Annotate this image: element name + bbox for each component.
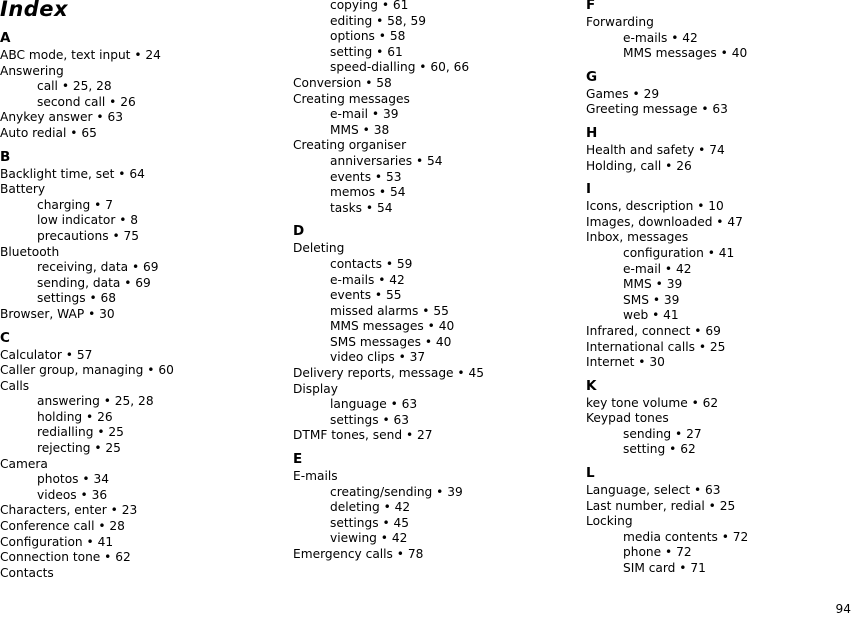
index-entry: E-mails xyxy=(293,469,338,484)
index-entry: Last number, redial • 25 xyxy=(586,498,736,513)
section-letter: C xyxy=(0,329,10,346)
index-subentry: SIM card • 71 xyxy=(623,561,706,576)
index-subentry: setting • 61 xyxy=(330,44,403,59)
index-subentry: web • 41 xyxy=(623,308,679,323)
index-entry: Infrared, connect • 69 xyxy=(586,323,721,338)
index-entry: Configuration • 41 xyxy=(0,534,114,549)
index-subentry: memos • 54 xyxy=(330,185,406,200)
index-entry: Calculator • 57 xyxy=(0,347,93,362)
index-subentry: sending • 27 xyxy=(623,426,702,441)
index-entry: Holding, call • 26 xyxy=(586,158,692,173)
index-entry: Language, select • 63 xyxy=(586,483,721,498)
section-letter: D xyxy=(293,223,305,240)
index-entry: Greeting message • 63 xyxy=(586,102,728,117)
index-entry: ABC mode, text input • 24 xyxy=(0,48,161,62)
index-subentry: anniversaries • 54 xyxy=(330,153,443,168)
index-entry: Delivery reports, message • 45 xyxy=(293,366,485,381)
index-subentry: contacts • 59 xyxy=(330,256,413,271)
index-subentry: copying • 61 xyxy=(330,0,409,12)
index-entry: Backlight time, set • 64 xyxy=(0,166,145,181)
index-entry: Health and safety • 74 xyxy=(586,142,725,157)
page-number: 94 xyxy=(835,602,851,616)
index-entry: Auto redial • 65 xyxy=(0,125,97,140)
index-subentry: video clips • 37 xyxy=(330,350,426,365)
index-subentry: options • 58 xyxy=(330,29,406,44)
index-subentry: rejecting • 25 xyxy=(37,441,121,456)
index-subentry: e-mails • 42 xyxy=(330,272,405,287)
index-entry: Inbox, messages xyxy=(586,230,689,245)
index-entry: Deleting xyxy=(293,241,345,256)
index-entry: Display xyxy=(293,381,338,396)
index-column-2 xyxy=(293,0,578,563)
index-subentry: sending, data • 69 xyxy=(37,275,151,290)
index-subentry: MMS messages • 40 xyxy=(330,319,455,334)
index-entry: Locking xyxy=(586,514,633,529)
index-subentry: language • 63 xyxy=(330,397,418,412)
section-letter: A xyxy=(0,30,11,46)
index-entry: Emergency calls • 78 xyxy=(293,547,424,561)
index-entry: International calls • 25 xyxy=(586,339,726,354)
index-entry: Icons, description • 10 xyxy=(586,199,724,214)
index-entry: Creating messages xyxy=(293,91,410,106)
section-letter: L xyxy=(586,465,595,482)
section-letter: G xyxy=(586,68,598,85)
index-subentry: viewing • 42 xyxy=(330,531,408,546)
index-entry: Calls xyxy=(0,378,30,393)
index-subentry: MMS • 38 xyxy=(330,122,390,137)
index-subentry: precautions • 75 xyxy=(37,228,140,243)
index-entry: Keypad tones xyxy=(586,411,669,426)
index-entry: key tone volume • 62 xyxy=(586,395,719,410)
index-entry: Games • 29 xyxy=(586,86,660,101)
index-subentry: events • 53 xyxy=(330,169,402,184)
index-entry: DTMF tones, send • 27 xyxy=(293,428,433,443)
index-entry: Internet • 30 xyxy=(586,355,665,370)
index-subentry: MMS messages • 40 xyxy=(623,46,748,61)
index-subentry: e-mail • 42 xyxy=(623,261,692,276)
section-letter: I xyxy=(586,181,592,198)
index-subentry: media contents • 72 xyxy=(623,529,749,544)
index-subentry: deleting • 42 xyxy=(330,500,411,515)
index-entry: Battery xyxy=(0,182,46,197)
index-entry: Answering xyxy=(0,63,64,78)
index-entry: Images, downloaded • 47 xyxy=(586,214,743,229)
index-subentry: missed alarms • 55 xyxy=(330,303,449,318)
index-subentry: SMS • 39 xyxy=(623,292,680,307)
index-entry: Forwarding xyxy=(586,15,654,29)
index-subentry: call • 25, 28 xyxy=(37,79,112,94)
index-subentry: SMS messages • 40 xyxy=(330,334,452,349)
index-column-3 xyxy=(586,0,851,577)
index-subentry: events • 55 xyxy=(330,288,402,303)
index-subentry: phone • 72 xyxy=(623,545,692,560)
index-entry: Conversion • 58 xyxy=(293,75,392,90)
index-entry: Connection tone • 62 xyxy=(0,550,131,565)
section-letter: B xyxy=(0,148,11,165)
index-subentry: settings • 63 xyxy=(330,412,410,427)
section-letter: H xyxy=(586,124,598,141)
index-entry: Conference call • 28 xyxy=(0,519,125,534)
index-entry: Characters, enter • 23 xyxy=(0,503,138,518)
index-subentry: second call • 26 xyxy=(37,94,136,109)
index-entry: Contacts xyxy=(0,565,54,580)
index-subentry: low indicator • 8 xyxy=(37,213,139,228)
index-subentry: charging • 7 xyxy=(37,197,113,212)
index-subentry: receiving, data • 69 xyxy=(37,260,159,275)
index-subentry: videos • 36 xyxy=(37,487,108,502)
index-subentry: photos • 34 xyxy=(37,472,109,487)
index-subentry: setting • 62 xyxy=(623,442,696,457)
index-entry: Browser, WAP • 30 xyxy=(0,306,115,321)
index-entry: Anykey answer • 63 xyxy=(0,110,123,125)
index-subentry: editing • 58, 59 xyxy=(330,13,426,28)
index-entry: Bluetooth xyxy=(0,244,60,259)
index-entry: Creating organiser xyxy=(293,138,407,153)
index-entry: Camera xyxy=(0,456,48,471)
index-subentry: configuration • 41 xyxy=(623,245,735,260)
index-subentry: creating/sending • 39 xyxy=(330,484,463,499)
index-column-1 xyxy=(0,31,285,581)
index-subentry: MMS • 39 xyxy=(623,277,683,292)
section-letter: F xyxy=(586,0,596,13)
index-subentry: redialling • 25 xyxy=(37,425,124,440)
index-subentry: speed-dialling • 60, 66 xyxy=(330,60,470,75)
index-subentry: answering • 25, 28 xyxy=(37,394,154,409)
section-letter: K xyxy=(586,377,597,394)
index-subentry: tasks • 54 xyxy=(330,200,393,215)
index-subentry: settings • 68 xyxy=(37,291,117,306)
index-entry: Caller group, managing • 60 xyxy=(0,363,174,378)
page-title: Index xyxy=(0,0,69,21)
section-letter: E xyxy=(293,451,303,468)
index-subentry: holding • 26 xyxy=(37,409,113,424)
index-subentry: e-mail • 39 xyxy=(330,107,399,122)
index-subentry: settings • 45 xyxy=(330,515,410,530)
index-subentry: e-mails • 42 xyxy=(623,30,698,45)
